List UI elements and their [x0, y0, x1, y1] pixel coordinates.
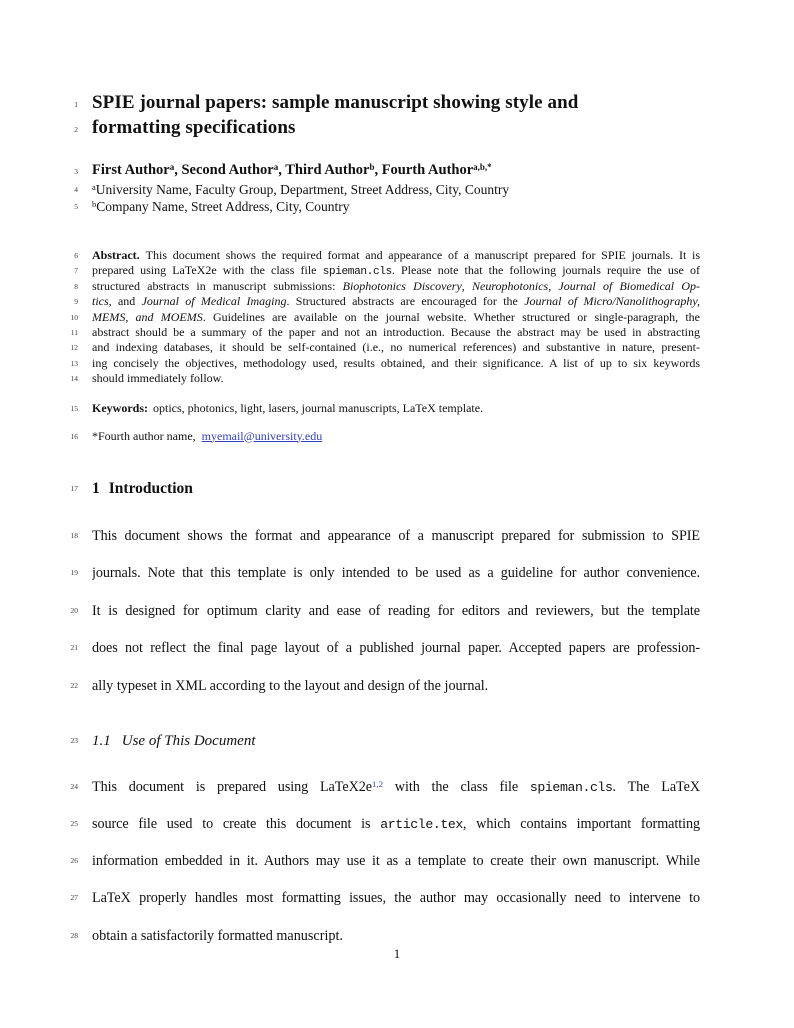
journal-name: MEMS, and MOEMS	[92, 309, 203, 324]
line-number: 16	[70, 431, 78, 441]
line-number: 25	[70, 818, 78, 828]
body-line: LaTeX properly handles most formatting issues, the author may occasionally need to intervene to	[92, 890, 700, 907]
abstract-line	[92, 294, 700, 310]
line-number: 8	[74, 281, 78, 291]
author-1: First Author	[92, 162, 170, 178]
line-number: 4	[74, 185, 78, 194]
keywords-line	[92, 401, 700, 417]
line-number: 23	[70, 735, 78, 745]
body-text: This document is prepared using LaTeX2e	[92, 778, 372, 795]
body-line: ally typeset in XML according to the layout and design of the journal.	[92, 677, 489, 694]
journal-name: Journal of Biomedical Op-	[558, 278, 700, 293]
line-number: 2	[74, 125, 78, 134]
author-4: , Fourth Author	[374, 162, 474, 178]
line-number: 13	[70, 358, 78, 368]
body-line	[92, 814, 700, 836]
body-line: journals. Note that this template is only intended to be used as a guideline for author convenience.	[92, 565, 700, 581]
abstract-text: . Please note that the following journals require the use of	[391, 263, 700, 278]
line-number: 24	[70, 781, 78, 791]
line-number: 22	[70, 680, 78, 690]
body-text: with the class file	[382, 778, 530, 795]
abstract-text: . Guidelines are available on the journal website. Whether structured or single-paragraph, the	[202, 309, 700, 324]
body-line: It is designed for optimum clarity and ease of reading for editors and reviewers, but the template	[92, 602, 700, 619]
line-number: 15	[70, 403, 78, 413]
paper-title-line-2: formatting specifications	[92, 117, 296, 138]
body-text: source file used to create this document is	[92, 815, 381, 832]
line-number: 28	[70, 930, 78, 940]
corresponding-author-email-link[interactable]: myemail@university.edu	[201, 428, 323, 443]
journal-name: Journal of Micro/Nanolithography,	[524, 294, 700, 309]
line-number: 18	[70, 530, 78, 540]
section-number: 1	[92, 480, 100, 497]
body-line: This document shows the format and appearance of a manuscript prepared for submission to SPIE	[92, 527, 700, 544]
line-number: 1	[74, 100, 78, 109]
abstract-text: . Structured abstracts are encouraged for the	[286, 294, 525, 309]
abstract-line	[92, 263, 700, 279]
abstract-line	[92, 279, 700, 295]
corresponding-author-line	[92, 429, 700, 446]
line-number: 17	[70, 484, 78, 493]
author-3-affiliation-mark: b	[369, 161, 375, 172]
abstract-label: Abstract.	[92, 248, 140, 262]
body-line: obtain a satisfactorily formatted manuscript.	[92, 927, 343, 944]
affiliation-b-mark: b	[92, 199, 97, 209]
source-file-name: article.tex	[380, 816, 463, 832]
line-number: 20	[70, 605, 78, 615]
line-number: 26	[70, 856, 78, 866]
subsection-heading-use-of-this-document	[92, 731, 700, 753]
subsection-number: 1.1	[92, 732, 111, 749]
abstract-text: ,	[461, 278, 472, 293]
line-number: 11	[70, 328, 78, 337]
line-number: 6	[74, 251, 78, 260]
affiliation-a-mark: a	[92, 183, 96, 193]
journal-name: Journal of Medical Imaging	[141, 294, 287, 309]
subsection-title: Use of This Document	[121, 732, 256, 749]
author-1-affiliation-mark: a	[169, 161, 175, 172]
line-number: 19	[70, 568, 78, 577]
authors-line	[92, 161, 700, 181]
author-4-affiliation-mark: a,b,*	[473, 161, 492, 172]
abstract-line	[92, 310, 700, 326]
affiliation-a-text: University Name, Faculty Group, Department, Street Address, City, Country	[95, 182, 510, 197]
corresponding-author-prefix: *Fourth author name,	[92, 428, 196, 443]
page-number: 1	[393, 946, 401, 961]
abstract-line: should immediately follow.	[92, 371, 224, 386]
citation-link[interactable]: 1,2	[371, 778, 383, 789]
journal-name: tics	[92, 294, 109, 309]
line-number: 9	[74, 297, 78, 307]
abstract-text: ,	[548, 278, 559, 293]
abstract-line	[92, 248, 700, 264]
affiliation-a	[92, 181, 700, 199]
paper-title-line-1: SPIE journal papers: sample manuscript showing style and	[92, 92, 579, 113]
body-line: information embedded in it. Authors may use it as a template to create their own manuscript. While	[92, 853, 700, 870]
affiliation-b-text: Company Name, Street Address, City, Country	[96, 198, 350, 214]
author-2-affiliation-mark: a	[273, 161, 279, 172]
line-number: 12	[70, 343, 78, 353]
author-2: , Second Author	[174, 162, 274, 178]
line-number: 10	[70, 312, 78, 322]
abstract-text: , and	[108, 294, 142, 309]
journal-name: Biophotonics Discovery	[342, 278, 462, 293]
class-file-name: spieman.cls	[322, 266, 392, 279]
section-title: Introduction	[108, 480, 193, 497]
line-number: 7	[74, 266, 78, 276]
body-text: . The LaTeX	[612, 778, 700, 795]
abstract-line: ing concisely the objectives, methodology used, results obtained, and their significance. A list of up to six keywords	[92, 355, 700, 370]
keywords-text: optics, photonics, light, lasers, journal manuscripts, LaTeX template.	[153, 400, 484, 415]
body-line: does not reflect the final page layout of a published journal paper. Accepted papers are profession-	[92, 640, 700, 656]
body-line	[92, 777, 700, 799]
abstract-line: and indexing databases, it should be self-contained (i.e., no numerical references) and substantive in nature, present-	[92, 340, 700, 355]
line-number: 5	[74, 201, 78, 211]
line-number: 14	[70, 374, 78, 384]
section-heading-introduction	[92, 478, 700, 500]
line-number: 21	[70, 643, 78, 652]
affiliation-b	[92, 198, 700, 216]
keywords-label: Keywords:	[92, 400, 148, 415]
body-text: , which contains important formatting	[462, 815, 700, 832]
abstract-line: abstract should be a summary of the paper and not an introduction. Because the abstract may be used in abstracting	[92, 325, 700, 339]
line-number: 3	[74, 167, 78, 176]
class-file-name: spieman.cls	[529, 779, 613, 795]
line-number: 27	[70, 893, 78, 903]
abstract-text: prepared using LaTeX2e with the class file	[92, 263, 323, 278]
abstract-text: structured abstracts in manuscript submissions:	[92, 278, 343, 293]
author-3: , Third Author	[278, 162, 370, 178]
journal-name: Neurophotonics	[472, 278, 549, 293]
abstract-text: This document shows the required format and appearance of a manuscript prepared for SPIE journals. It is	[145, 248, 700, 262]
